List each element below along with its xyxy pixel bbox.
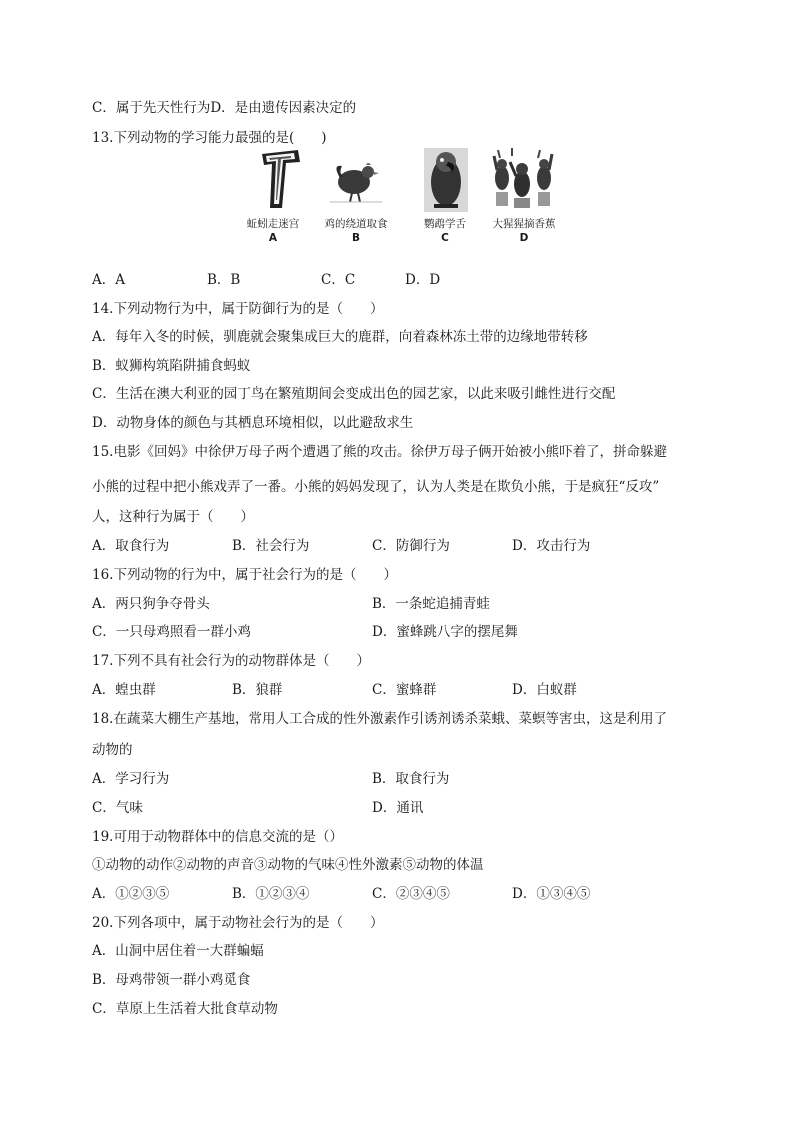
q19-option-d: D．①③④⑤ [512,886,591,902]
q20-stem: 20.下列各项中，属于动物社会行为的是（ ） [92,915,384,931]
q19-option-c: C．②③④⑤ [372,886,450,902]
q17-option-d: D．白蚁群 [512,682,577,698]
q15-stem-line-1: 15.电影《回妈》中徐伊万母子两个遭遇了熊的攻击。徐伊万母子俩开始被小熊吓着了，拼命躲避 [92,444,667,460]
q16-option-c: C．一只母鸡照看一群小鸡 [92,624,251,640]
q15-option-b: B．社会行为 [232,538,310,554]
q17-option-b: B．狼群 [232,682,283,698]
earthworm-maze-icon [258,148,304,210]
q18-stem-line-2: 动物的 [92,742,133,758]
q15-stem-line-3: 人，这种行为属于（ ） [92,509,254,525]
q17-option-a: A．蝗虫群 [92,682,156,698]
q13-option-b: B．B [207,272,241,288]
q16-stem: 16.下列动物的行为中，属于社会行为的是（ ） [92,567,397,583]
q13-caption-c: 鹦鹉学舌 [424,218,466,230]
q13-letter-a: A [268,232,278,244]
q14-stem: 14.下列动物行为中，属于防御行为的是（ ） [92,301,384,317]
q15-option-d: D．攻击行为 [512,538,591,554]
q13-option-a: A．A [92,272,125,288]
q13-letter-c: C [441,232,449,244]
q13-stem: 13.下列动物的学习能力最强的是( ) [92,130,327,146]
q16-option-a: A．两只狗争夺骨头 [92,596,210,612]
q13-caption-a: 蚯蚓走迷宫 [246,218,300,230]
q14-option-b: B．蚁狮构筑陷阱捕食蚂蚁 [92,358,251,374]
q18-option-b: B．取食行为 [372,771,450,787]
q13-option-d: D．D [405,272,441,288]
q13-caption-b: 鸡的绕道取食 [324,218,388,230]
q13-letter-b: B [351,232,360,244]
q20-option-b: B．母鸡带领一群小鸡觅食 [92,972,251,988]
q18-option-c: C．气味 [92,800,143,816]
q13-figure [238,148,568,248]
chicken-icon [330,156,382,204]
q18-stem-line-1: 18.在蔬菜大棚生产基地，常用人工合成的性外激素作引诱剂诱杀菜蛾、菜螟等害虫，这是利用了 [92,711,667,727]
q19-option-b: B．①②③④ [232,886,310,902]
chimpanzee-icon [488,148,558,212]
q18-option-d: D．通讯 [372,800,424,816]
q19-items: ①动物的动作②动物的声音③动物的气味④性外激素⑤动物的体温 [92,857,484,873]
q20-option-c: C．草原上生活着大批食草动物 [92,1001,278,1017]
q15-option-c: C．防御行为 [372,538,450,554]
q12-option-cd: C．属于先天性行为D．是由遗传因素决定的 [92,100,357,116]
q13-option-c: C．C [321,272,356,288]
q14-option-a: A．每年入冬的时候，驯鹿就会聚集成巨大的鹿群，向着森林冻土带的边缘地带转移 [92,329,588,345]
q17-option-c: C．蜜蜂群 [372,682,437,698]
q14-option-d: D．动物身体的颜色与其栖息环境相似，以此避敌求生 [92,415,414,431]
q13-letter-d: D [519,232,529,244]
q16-option-d: D．蜜蜂跳八字的摆尾舞 [372,624,518,640]
q20-option-a: A．山洞中居住着一大群蝙蝠 [92,943,264,959]
q15-stem-line-2: 小熊的过程中把小熊戏弄了一番。小熊的妈妈发现了，认为人类是在欺负小熊，于是疯狂“反攻” [92,479,660,495]
q14-option-c: C．生活在澳大利亚的园丁鸟在繁殖期间会变成出色的园艺家，以此来吸引雌性进行交配 [92,386,616,402]
q15-option-a: A．取食行为 [92,538,170,554]
parrot-icon [424,148,468,212]
q18-option-a: A．学习行为 [92,771,170,787]
q17-stem: 17.下列不具有社会行为的动物群体是（ ） [92,653,370,669]
q19-stem: 19.可用于动物群体中的信息交流的是（） [92,829,343,845]
q13-caption-d: 大猩猩摘香蕉 [492,218,556,230]
q16-option-b: B．一条蛇追捕青蛙 [372,596,490,612]
q19-option-a: A．①②③⑤ [92,886,170,902]
